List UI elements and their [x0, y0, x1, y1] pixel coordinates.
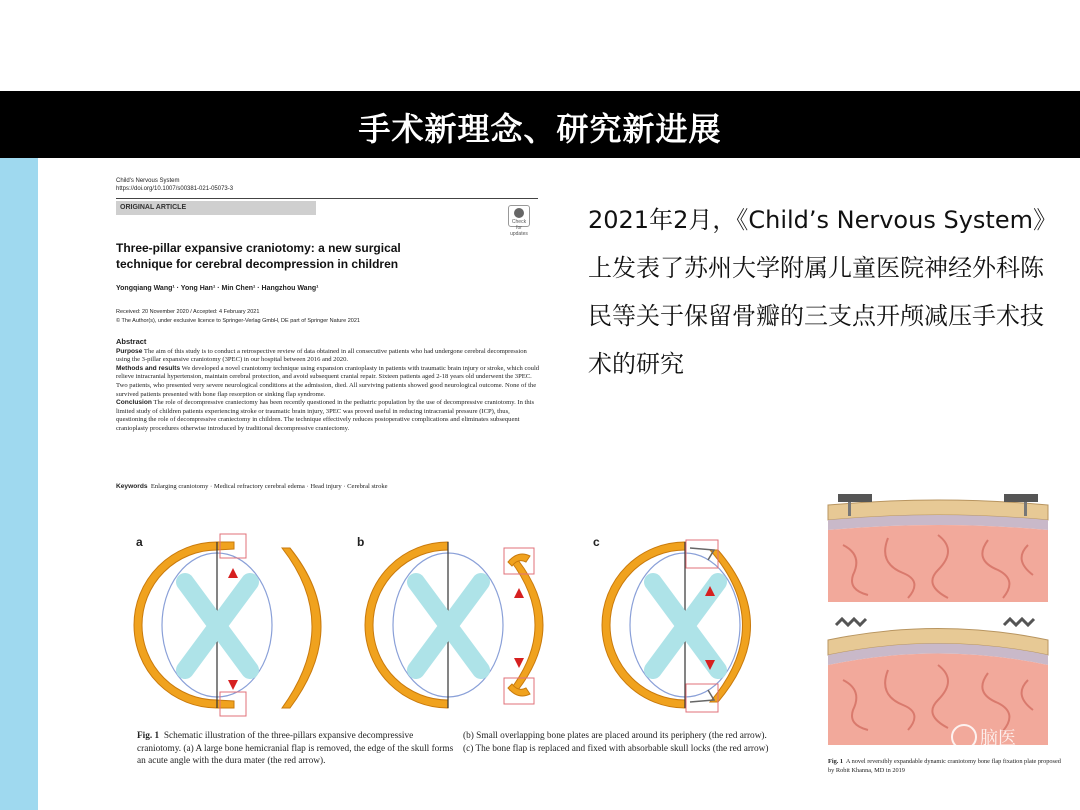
purpose-label: Purpose	[116, 347, 143, 355]
paper-received: Received: 20 November 2020 / Accepted: 4 February 2021	[116, 309, 260, 315]
illustration-top	[828, 494, 1048, 602]
illustration-bottom	[828, 619, 1048, 745]
check-updates-label: Check for updates	[510, 219, 528, 237]
abstract-heading: Abstract	[116, 337, 147, 346]
skull-bone-left	[602, 542, 685, 708]
red-arrow	[514, 658, 524, 668]
fixation-plate	[1004, 494, 1038, 502]
figure-caption-left	[137, 730, 455, 768]
paper-excerpt	[110, 172, 540, 502]
abstract-purpose	[116, 348, 540, 365]
paper-doi: https://doi.org/10.1007/s00381-021-05073-3	[116, 186, 234, 192]
red-arrow	[228, 568, 238, 578]
keywords-text: Enlarging craniotomy · Medical refractory cerebral edema · Head injury · Cerebral stroke	[150, 483, 388, 490]
right-figure-caption	[828, 757, 1068, 775]
watermark	[950, 722, 1016, 752]
red-arrow	[514, 588, 524, 598]
abstract-conclusion	[116, 399, 540, 433]
figure-caption-right: (b) Small overlapping bone plates are placed around its periphery (the red arrow). (c) The bone flap is replaced and fixed with absorbable skull locks (the red arrow)	[463, 731, 769, 754]
skull-plate-illustration	[828, 490, 1048, 750]
left-accent-bar	[0, 125, 38, 810]
panel-label-a: a	[136, 535, 143, 549]
panel-a	[134, 534, 321, 716]
methods-label: Methods and results	[116, 364, 181, 372]
purpose-text: The aim of this study is to conduct a retrospective review of data obtained in all consecutive patients who had undergone cerebral decompression using the 3-pillar expansive craniotomy (3PEC) in our hospital between 2016 and 2020.	[116, 347, 527, 364]
screw	[848, 502, 851, 516]
journal-name: Child's Nervous System	[116, 178, 180, 184]
screw	[1024, 502, 1027, 516]
watermark-text: 脑医	[980, 728, 1016, 749]
skull-bone-left	[365, 542, 448, 708]
title-bar	[0, 91, 1080, 158]
figure-caption-left-text: Schematic illustration of the three-pillars expansive decompressive craniotomy. (a) A large bone hemicranial flap is removed, the edge of the skull forms an acute angle with the dura mater (the red arrow).	[137, 731, 454, 766]
removed-bone-flap	[282, 548, 321, 708]
divider	[116, 198, 538, 199]
bone-flap	[510, 560, 543, 690]
check-updates-badge	[508, 205, 530, 237]
abstract-methods	[116, 365, 540, 399]
conclusion-label: Conclusion	[116, 399, 152, 407]
keywords-label: Keywords	[116, 483, 148, 490]
panel-label-c: c	[593, 535, 600, 549]
paper-licence: © The Author(s), under exclusive licence to Springer-Verlag GmbH, DE part of Springer Nature 2021	[116, 318, 360, 324]
fixation-plate	[838, 494, 872, 502]
panel-label-b: b	[357, 535, 365, 549]
slide-title: 手术新理念、研究新进展	[358, 110, 722, 148]
article-type: ORIGINAL ARTICLE	[116, 201, 316, 215]
panel-b	[365, 542, 543, 708]
skull-bone-left	[134, 542, 217, 708]
conclusion-text: The role of decompressive craniectomy has been recently questioned in the pediatric population by the use of decompressive craniotomy. In this limited study of children patients experiencing stroke or traumatic brain injury, 3PEC was proved useful in reducing intracranial pressure (ICP), thus, questioning the role of decompressive craniectomy in children. The technique effectively reduces postoperative complications and eliminates subsequent cranioplasty procedures otherwise introduced by traditional decompressive craniectomy.	[116, 399, 535, 432]
bone-flap-replaced	[710, 550, 751, 702]
right-figure-caption-text: A novel reversibly expandable dynamic craniotomy bone flap fixation plate proposed by Robit Khanna, MD in 2019	[828, 758, 1061, 774]
red-arrow	[228, 680, 238, 690]
description-text: 2021年2月，《Child’s Nervous System》上发表了苏州大学附属儿童医院神经外科陈民等关于保留骨瓣的三支点开颅减压手术技术的研究	[588, 206, 1057, 378]
figure-caption-label: Fig. 1	[137, 731, 160, 741]
check-updates-icon	[514, 208, 524, 218]
right-figure-caption-label: Fig. 1	[828, 758, 844, 765]
paper-title: Three-pillar expansive craniotomy: a new surgical technique for cerebral decompression in children	[116, 241, 401, 271]
schematic-figure	[130, 520, 780, 720]
panel-c	[602, 540, 751, 712]
paper-keywords	[116, 483, 388, 490]
paper-abstract	[116, 338, 540, 434]
methods-text: We developed a novel craniotomy technique using expansion cranioplasty in patients with traumatic brain injury or stroke, which could relieve intracranial hypertension, maintain cerebral protection, and avoid subsequent cranial repair. Sixteen patients aged 2-18 years old underwent the 3PEC. Two patients, who presented very severe neurological conditions at the admission, died. All surviving patients showed good neurological outcome. None of the survived patients presented with bone flap resorption or sinking flap syndrome.	[116, 364, 540, 398]
paper-authors: Yongqiang Wang¹ · Yong Han¹ · Min Chen¹ · Hangzhou Wang¹	[116, 285, 319, 292]
